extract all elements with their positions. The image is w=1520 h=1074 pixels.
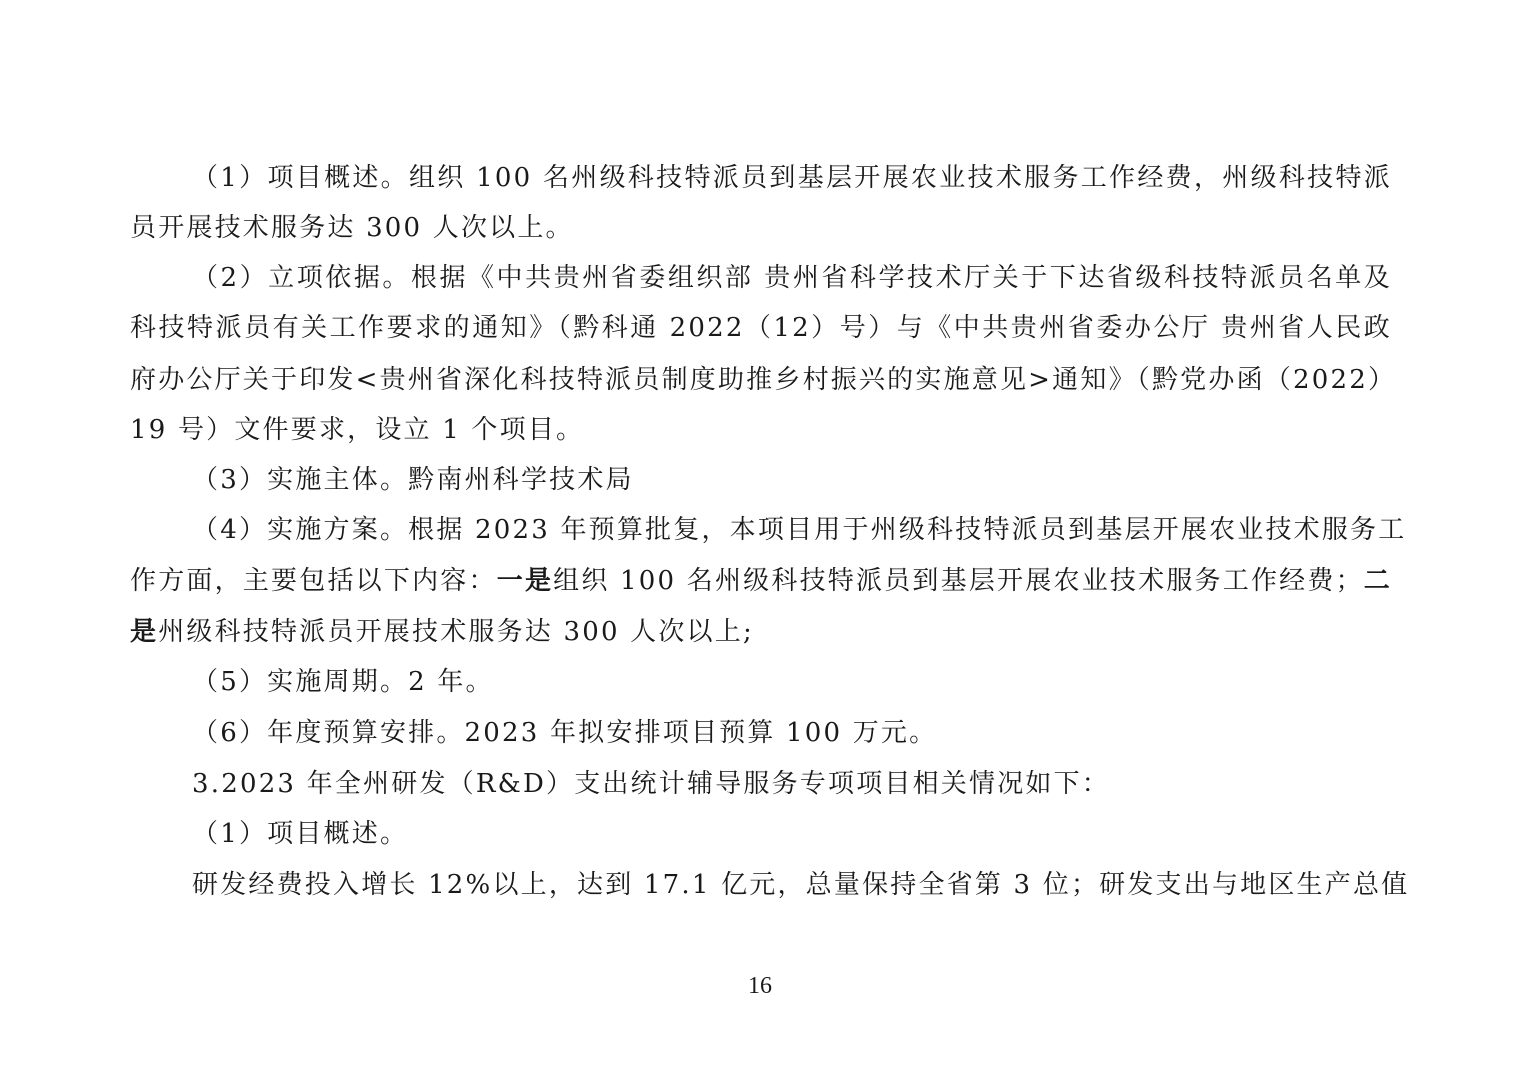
- emphasis-second-part-2: 是: [130, 617, 159, 647]
- paragraph-4-line-2-text-b: 组织 100 名州级科技特派员到基层开展农业技术服务工作经费；: [553, 566, 1364, 596]
- page-number: 16: [748, 973, 772, 999]
- paragraph-4-line-1: （4）实施方案。根据 2023 年预算批复，本项目用于州级科技特派员到基层开展农业技术服务工: [192, 515, 1407, 545]
- paragraph-4-line-2: [130, 561, 1392, 601]
- paragraph-1-line-2: 员开展技术服务达 300 人次以上。: [130, 213, 574, 243]
- paragraph-2-line-1: （2）立项依据。根据《中共贵州省委组织部 贵州省科学技术厅关于下达省级科技特派员名单及: [192, 263, 1392, 293]
- paragraph-4-line-3-text: 州级科技特派员开展技术服务达 300 人次以上;: [158, 617, 754, 647]
- paragraph-5-line-1: （5）实施周期。2 年。: [192, 667, 494, 697]
- paragraph-2-line-2: 科技特派员有关工作要求的通知》（黔科通 2022（12）号）与《中共贵州省委办公厅 贵州省人民政: [130, 313, 1392, 343]
- paragraph-1-line-1: （1）项目概述。组织 100 名州级科技特派员到基层开展农业技术服务工作经费，州级科技特派: [192, 163, 1392, 193]
- paragraph-2-line-3: 府办公厅关于印发<贵州省深化科技特派员制度助推乡村振兴的实施意见>通知》（黔党办函（2022）: [130, 365, 1397, 395]
- emphasis-second-part-1: 二: [1363, 566, 1392, 596]
- paragraph-4-line-2-text-a: 作方面，主要包括以下内容：: [130, 566, 497, 596]
- paragraph-2-line-4: 19 号）文件要求，设立 1 个项目。: [130, 415, 585, 445]
- paragraph-4-line-3: [130, 612, 1392, 652]
- paragraph-3-line-1: （3）实施主体。黔南州科学技术局: [192, 465, 634, 495]
- paragraph-6-line-1: （6）年度预算安排。2023 年拟安排项目预算 100 万元。: [192, 718, 938, 748]
- paragraph-9-line-1: 研发经费投入增长 12%以上，达到 17.1 亿元，总量保持全省第 3 位；研发支出与地区生产总值: [192, 870, 1410, 900]
- emphasis-first: 一是: [496, 566, 554, 596]
- section-heading-3: 3.2023 年全州研发（R&D）支出统计辅导服务专项项目相关情况如下：: [192, 769, 1111, 799]
- paragraph-8-line-1: （1）项目概述。: [192, 819, 409, 849]
